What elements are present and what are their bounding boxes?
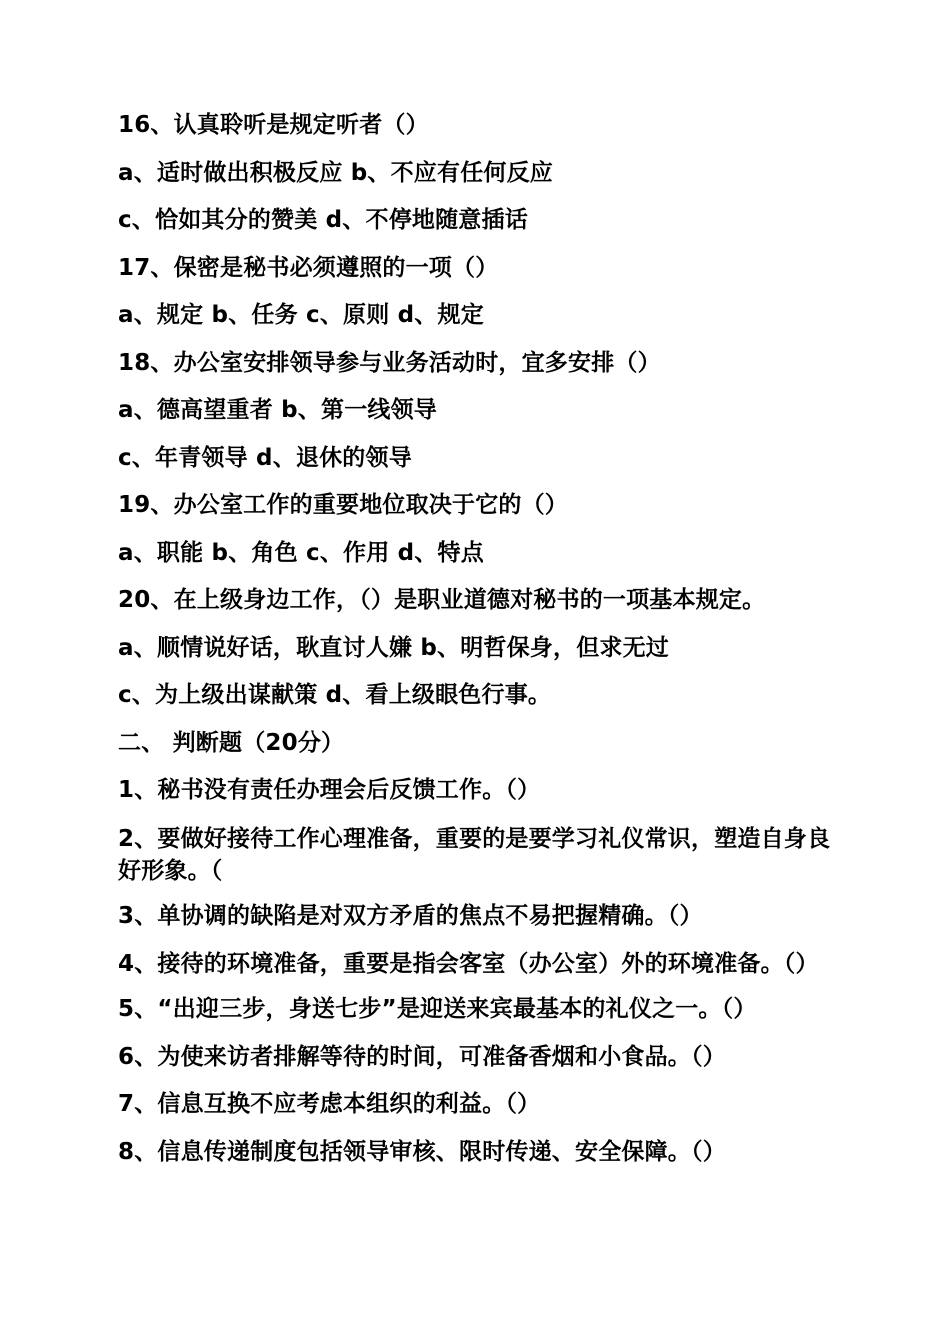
tf-item-5: 5、“出迎三步，身送七步”是迎送来宾最基本的礼仪之一。（） (118, 996, 757, 1022)
tf-item-2: 2、要做好接待工作心理准备，重要的是要学习礼仪常识，塑造自身良好形象。（ (118, 825, 831, 884)
tf-item-8: 8、信息传递制度包括领导审核、限时传递、安全保障。（） (118, 1138, 726, 1165)
question-20-options-ab: a、顺情说好话，耿直讨人嫌 b、明哲保身，但求无过 (118, 634, 669, 661)
section-heading-true-false: 二、 判断题（20分） (118, 729, 345, 756)
question-17-options: a、规定 b、任务 c、原则 d、规定 (118, 302, 484, 328)
question-16: 16、认真聆听是规定听者（） (118, 112, 429, 138)
question-20-options-cd: c、为上级出谋献策 d、看上级眼色行事。 (118, 682, 552, 708)
tf-item-7: 7、信息互换不应考虑本组织的利益。（） (118, 1091, 541, 1117)
question-18: 18、办公室安排领导参与业务活动时，宜多安排（） (118, 349, 661, 376)
question-17: 17、保密是秘书必须遵照的一项（） (118, 254, 499, 281)
tf-item-4: 4、接待的环境准备，重要是指会客室（办公室）外的环境准备。（） (118, 951, 819, 977)
question-19-options: a、职能 b、角色 c、作用 d、特点 (118, 539, 484, 566)
question-18-options-ab: a、德高望重者 b、第一线领导 (118, 397, 437, 423)
question-16-options-ab: a、适时做出积极反应 b、不应有任何反应 (118, 159, 553, 186)
question-16-options-cd: c、恰如其分的赞美 d、不停地随意插话 (118, 207, 528, 233)
tf-item-6: 6、为使来访者排解等待的时间，可准备香烟和小食品。（） (118, 1043, 726, 1070)
document-body (118, 110, 838, 1184)
tf-item-1: 1、秘书没有责任办理会后反馈工作。（） (118, 777, 541, 803)
question-18-options-cd: c、年青领导 d、退休的领导 (118, 444, 412, 471)
question-20: 20、在上级身边工作，（）是职业道德对秘书的一项基本规定。 (118, 587, 766, 613)
question-19: 19、办公室工作的重要地位取决于它的（） (118, 492, 569, 518)
tf-item-3: 3、单协调的缺陷是对双方矛盾的焦点不易把握精确。（） (118, 902, 703, 929)
